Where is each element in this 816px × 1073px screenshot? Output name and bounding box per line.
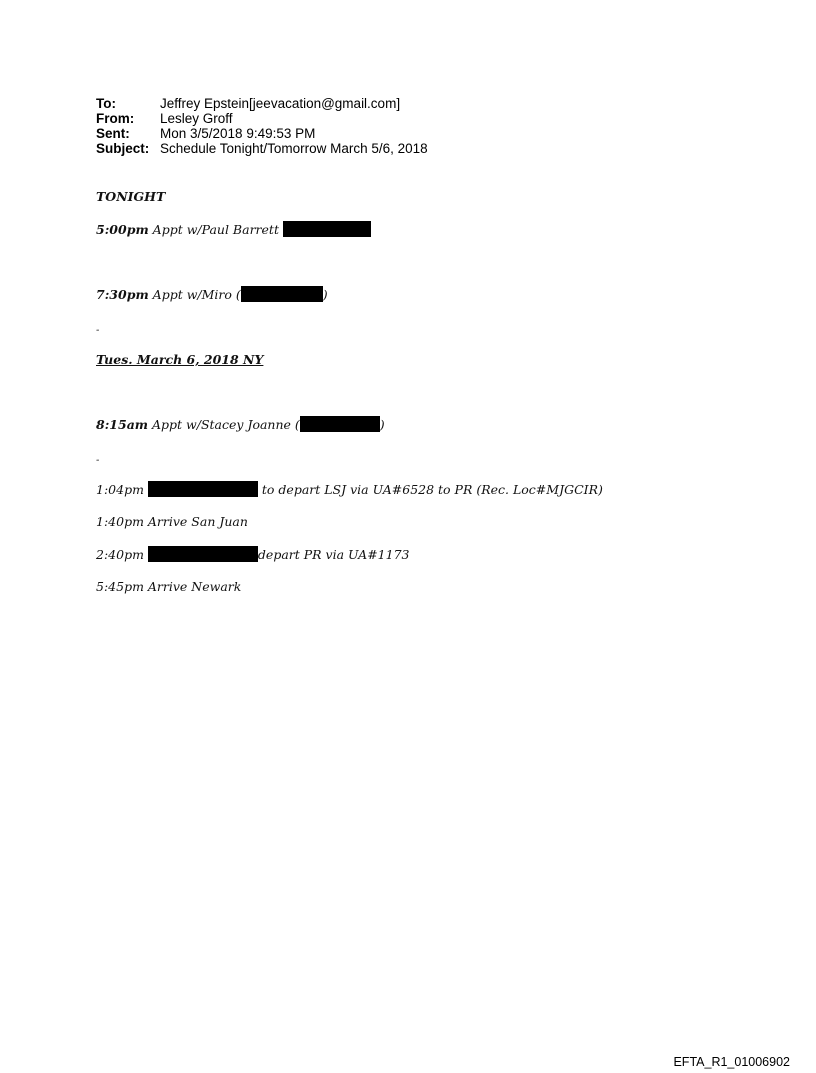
appointment-text: Appt w/Miro ( <box>152 287 241 302</box>
flight-line <box>96 481 603 499</box>
document-id: EFTA_R1_01006902 <box>673 1055 790 1069</box>
redaction-box <box>283 221 371 237</box>
flight-line: 5:45pm Arrive Newark <box>96 579 242 594</box>
date-heading: Tues. March 6, 2018 NY <box>96 352 264 367</box>
subject-row <box>96 141 428 156</box>
redaction-box <box>300 416 380 432</box>
flight-text: depart PR via UA#1173 <box>257 547 410 562</box>
appointment-text: Appt w/Stacey Joanne ( <box>152 417 300 432</box>
from-value: Lesley Groff <box>160 111 233 126</box>
to-label: To: <box>96 96 116 111</box>
appointment-line <box>96 286 328 304</box>
sent-label: Sent: <box>96 126 130 141</box>
tonight-heading: TONIGHT <box>96 189 166 204</box>
email-header <box>96 96 428 156</box>
redaction-box <box>148 546 258 562</box>
appointment-text: Appt w/Paul Barrett <box>152 222 279 237</box>
sent-value: Mon 3/5/2018 9:49:53 PM <box>160 126 316 141</box>
to-value: Jeffrey Epstein[jeevacation@gmail.com] <box>160 96 401 111</box>
appointment-line <box>96 416 385 434</box>
appointment-close: ) <box>322 287 328 302</box>
flight-time: 1:04pm <box>96 482 144 497</box>
from-row <box>96 111 428 126</box>
from-label: From: <box>96 111 135 126</box>
appointment-time: 5:00pm <box>96 222 149 237</box>
redaction-box <box>241 286 323 302</box>
appointment-time: 7:30pm <box>96 287 149 302</box>
appointment-close: ) <box>379 417 385 432</box>
separator-dash: - <box>96 455 100 466</box>
subject-value: Schedule Tonight/Tomorrow March 5/6, 2018 <box>160 141 428 156</box>
flight-line <box>96 546 410 564</box>
separator-dash: - <box>96 325 100 336</box>
flight-line: 1:40pm Arrive San Juan <box>96 514 248 529</box>
flight-time: 2:40pm <box>96 547 144 562</box>
appointment-line <box>96 221 371 239</box>
redaction-box <box>148 481 258 497</box>
appointment-time: 8:15am <box>96 417 149 432</box>
to-row <box>96 96 428 111</box>
flight-text: to depart LSJ via UA#6528 to PR (Rec. Loc#MJGCIR) <box>261 482 603 497</box>
sent-row <box>96 126 428 141</box>
subject-label: Subject: <box>96 141 150 156</box>
